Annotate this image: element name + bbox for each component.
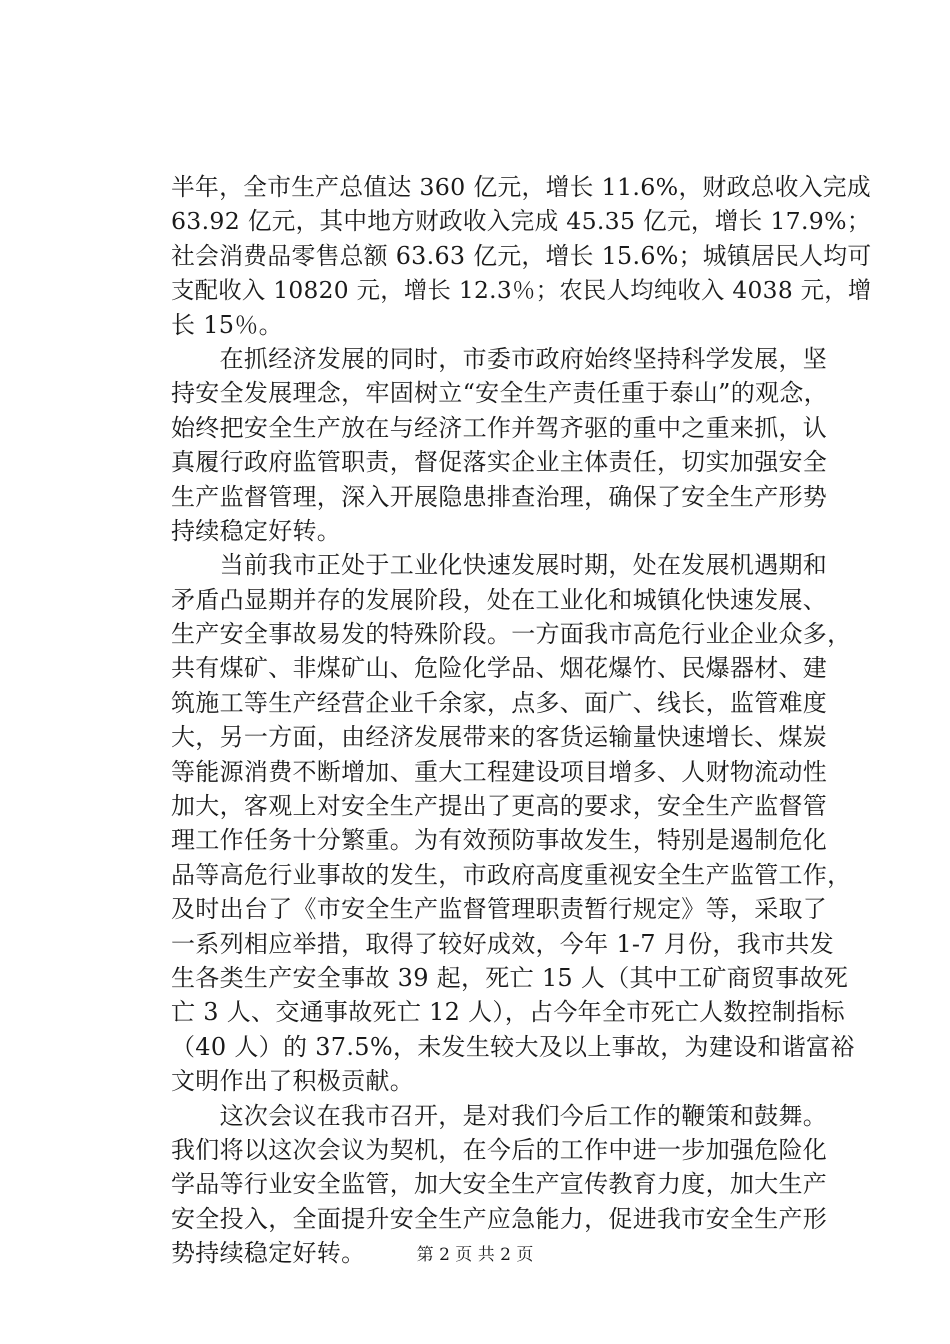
text-line: 在抓经济发展的同时，市委市政府始终坚持科学发展，坚 [171, 344, 828, 373]
text-line: 共有煤矿、非煤矿山、危险化学品、烟花爆竹、民爆器材、建 [171, 654, 828, 683]
text-line: （40 人）的 37.5%，未发生较大及以上事故，为建设和谐富裕 [171, 1032, 855, 1061]
text-line: 当前我市正处于工业化快速发展时期，处在发展机遇期和 [171, 551, 828, 580]
text-line: 我们将以这次会议为契机，在今后的工作中进一步加强危险化 [171, 1135, 828, 1164]
text-line: 这次会议在我市召开，是对我们今后工作的鞭策和鼓舞。 [171, 1101, 828, 1130]
text-line: 社会消费品零售总额 63.63 亿元，增长 15.6%；城镇居民人均可 [171, 241, 872, 270]
text-line: 及时出台了《市安全生产监督管理职责暂行规定》等，采取了 [171, 895, 828, 924]
text-line: 生产监督管理，深入开展隐患排查治理，确保了安全生产形势 [171, 482, 828, 511]
text-line: 势持续稳定好转。 [171, 1239, 366, 1268]
text-line: 筑施工等生产经营企业千余家，点多、面广、线长，监管难度 [171, 688, 828, 717]
text-line: 持续稳定好转。 [171, 516, 342, 545]
text-line: 品等高危行业事故的发生，市政府高度重视安全生产监管工作， [171, 860, 852, 889]
text-line: 理工作任务十分繁重。为有效预防事故发生，特别是遏制危化 [171, 826, 828, 855]
text-line: 矛盾凸显期并存的发展阶段，处在工业化和城镇化快速发展、 [171, 585, 828, 614]
text-line: 等能源消费不断增加、重大工程建设项目增多、人财物流动性 [171, 757, 828, 786]
text-line: 加大，客观上对安全生产提出了更高的要求，安全生产监督管 [171, 792, 828, 821]
text-line: 半年，全市生产总值达 360 亿元，增长 11.6%，财政总收入完成 [171, 173, 871, 201]
text-line: 生各类生产安全事故 39 起，死亡 15 人（其中工矿商贸事故死 [171, 963, 849, 992]
text-line: 支配收入 10820 元，增长 12.3％；农民人均纯收入 4038 元，增 [171, 276, 872, 305]
text-line: 亡 3 人、交通事故死亡 12 人），占今年全市死亡人数控制指标 [171, 998, 845, 1027]
text-line: 大，另一方面，由经济发展带来的客货运输量快速增长、煤炭 [171, 723, 828, 752]
text-line: 始终把安全生产放在与经济工作并驾齐驱的重中之重来抓，认 [171, 413, 828, 442]
text-line: 学品等行业安全监管，加大安全生产宣传教育力度，加大生产 [171, 1170, 828, 1199]
text-line: 长 15％。 [171, 310, 283, 339]
page-footer: 第 2 页 共 2 页 [416, 1245, 534, 1265]
text-line: 真履行政府监管职责，督促落实企业主体责任，切实加强安全 [171, 448, 828, 477]
text-line: 文明作出了积极贡献。 [171, 1067, 414, 1096]
text-line: 安全投入，全面提升安全生产应急能力，促进我市安全生产形 [171, 1204, 828, 1233]
text-line: 63.92 亿元，其中地方财政收入完成 45.35 亿元，增长 17.9%； [171, 207, 871, 236]
text-line: 生产安全事故易发的特殊阶段。一方面我市高危行业企业众多， [171, 620, 852, 649]
text-line: 一系列相应举措，取得了较好成效，今年 1-7 月份，我市共发 [171, 929, 834, 958]
document-body [171, 170, 871, 1271]
text-line: 持安全发展理念，牢固树立“安全生产责任重于泰山”的观念， [171, 379, 828, 408]
